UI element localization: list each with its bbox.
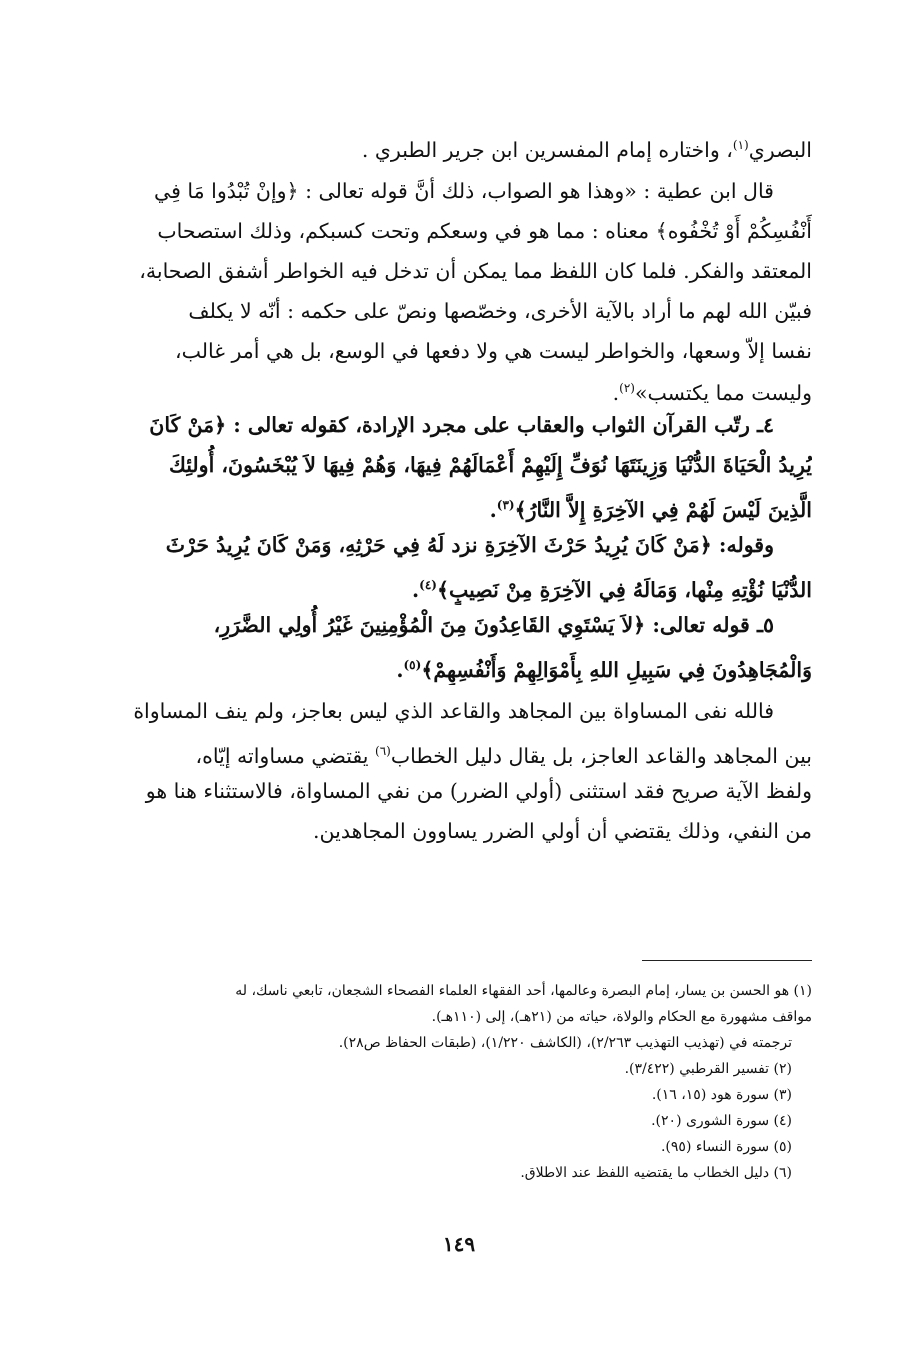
footnote-2: (٢) تفسير القرطبي (٣/٤٢٢). [624, 1061, 792, 1077]
footnote-1-ref: ترجمته في (تهذيب التهذيب ٢/٢٦٣)، (الكاشف ١/٢٢٠)، (طبقات الحفاظ ص٢٨). [338, 1035, 792, 1051]
footnote-4: (٤) سورة الشورى (٢٠). [651, 1113, 792, 1129]
main-text [100, 125, 812, 851]
body-line-3: أَنْفُسِكُمْ أَوْ تُخْفُوه﴾ معناه : مما هو في وسعكم وتحت كسبكم، وذلك استصحاب [157, 219, 812, 243]
footnote-ref-1[interactable]: (١) [732, 138, 749, 152]
body-line-9: يُرِيدُ الْحَيَاةَ الدُّنْيَا وَزِينَتَهَا نُوَفِّ إِلَيْهِمْ أَعْمَالَهُمْ فِيهَا، وَهُمْ فِيهَا لاَ يُبْخَسُونَ، أُولئِكَ [168, 453, 812, 477]
body-line-2: قال ابن عطية : «وهذا هو الصواب، ذلك أنَّ قوله تعالى : ﴿وإنْ تُبْدُوا مَا فِي [154, 179, 774, 203]
footnote-5: (٥) سورة النساء (٩٥). [660, 1139, 792, 1155]
footnote-ref-3[interactable]: (٣) [496, 498, 515, 512]
body-line-6: نفسا إلاّ وسعها، والخواطر ليست هي ولا دفعها في الوسع، بل هي أمر غالب، [174, 339, 812, 363]
footnote-ref-4[interactable]: (٤) [419, 578, 437, 592]
body-line-5: فبيّن الله لهم ما أراد بالآية الأخرى، وخصّصها ونصّ على حكمه : أنّه لا يكلف [188, 299, 812, 323]
footnote-3: (٣) سورة هود (١٥، ١٦). [651, 1087, 792, 1103]
body-line-8: ٤ـ رتّب القرآن الثواب والعقاب على مجرد الإرادة، كقوله تعالى : ﴿مَنْ كَانَ [149, 413, 774, 437]
footnote-divider [642, 960, 812, 961]
footnote-6: (٦) دليل الخطاب ما يقتضيه اللفظ عند الاطلاق. [520, 1165, 792, 1181]
footnote-ref-5[interactable]: (٥) [403, 658, 422, 672]
body-line-10: الَّذِينَ لَيْسَ لَهُمْ فِي الآخِرَةِ إِلاَّ النَّارُ﴾$^{(٣)}$. [489, 497, 812, 522]
body-line-13: ٥ـ قوله تعالى: ﴿لاَ يَسْتَوِي القَاعِدُونَ مِنَ الْمُؤْمِنِينَ غَيْرُ أُولِي الضَّرَرِ، [213, 613, 774, 637]
body-line-17: ولفظ الآية صريح فقد استثنى (أولي الضرر) من نفي المساواة، فالاستثناء هنا هو [145, 779, 812, 803]
body-line-7: وليست مما يكتسب»$^{(٢)}$. [612, 380, 812, 405]
footnote-ref-2[interactable]: (٢) [619, 381, 635, 395]
body-line-1: البصري$^{(١)}$، واختاره إمام المفسرين ابن جرير الطبري . [361, 137, 812, 162]
body-line-14: وَالْمُجَاهِدُونَ فِي سَبِيلِ اللهِ بِأَمْوَالِهِمْ وَأَنْفُسِهِمْ﴾$^{(٥)}$. [396, 657, 812, 682]
footnote-1: (١) هو الحسن بن يسار، إمام البصرة وعالمها، أحد الفقهاء العلماء الفصحاء الشجعان، تابعي ناسك، له [235, 983, 812, 999]
body-line-12: الدُّنْيَا نُؤْتِهِ مِنْها، وَمَالَهُ فِي الآخِرَةِ مِنْ نَصِيبٍ﴾$^{(٤)}$. [412, 577, 812, 602]
body-line-16: بين المجاهد والقاعد العاجز، بل يقال دليل الخطاب$^{(٦)}$ يقتضي مساواته إيّاه، [195, 743, 812, 768]
body-line-11: وقوله: ﴿مَنْ كَانَ يُرِيدُ حَرْثَ الآخِرَةِ نزد لَهُ فِي حَرْثِهِ، وَمَنْ كَانَ يُرِيدُ حَرْثَ [165, 533, 774, 557]
page-number: ١٤٩ [442, 1232, 476, 1256]
body-line-15: فالله نفى المساواة بين المجاهد والقاعد الذي ليس بعاجز، ولم ينف المساواة [133, 699, 774, 723]
footnote-1-cont: مواقف مشهورة مع الحكام والولاة، حياته من (٢١هـ)، إلى (١١٠هـ). [431, 1009, 812, 1025]
footnotes [100, 978, 812, 1186]
body-line-18: من النفي، وذلك يقتضي أن أولي الضرر يساوون المجاهدين. [313, 819, 812, 843]
body-line-4: المعتقد والفكر. فلما كان اللفظ مما يمكن أن تدخل فيه الخواطر أشفق الصحابة، [139, 259, 812, 283]
footnote-ref-6[interactable]: (٦) [375, 744, 391, 758]
